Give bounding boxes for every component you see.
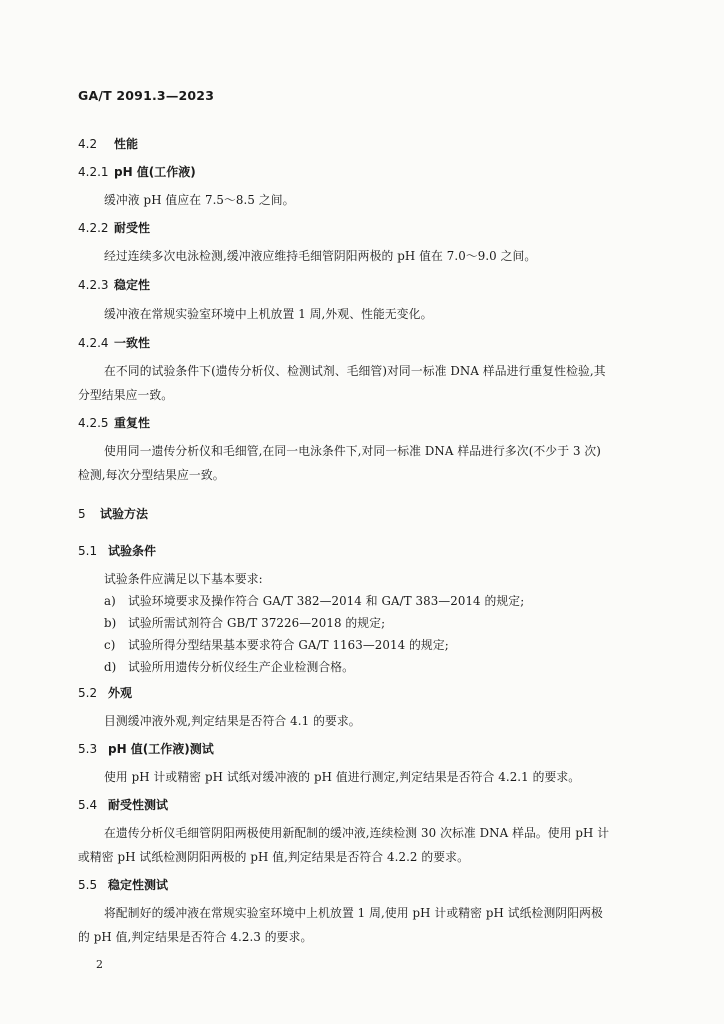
paragraph-5-3: 使用 pH 计或精密 pH 试纸对缓冲液的 pH 值进行测定,判定结果是否符合 4.2.1 的要求。 — [104, 770, 581, 784]
list-item-text: 试验所用遗传分析仪经生产企业检测合格。 — [128, 660, 355, 674]
heading-4-2-2 — [78, 219, 724, 236]
heading-number: 4.2.5 — [78, 416, 109, 430]
heading-title: 试验条件 — [108, 544, 157, 558]
heading-5-4 — [78, 796, 724, 813]
heading-number: 4.2.3 — [78, 278, 109, 292]
paragraph-5-1-intro: 试验条件应满足以下基本要求: — [104, 572, 263, 586]
heading-5-5 — [78, 876, 724, 893]
paragraph-4-2-1: 缓冲液 pH 值应在 7.5～8.5 之间。 — [104, 193, 295, 207]
heading-title: 外观 — [108, 686, 133, 700]
heading-4-2 — [78, 135, 724, 152]
heading-number: 5.5 — [78, 878, 98, 892]
heading-4-2-3 — [78, 276, 724, 293]
list-item — [104, 592, 724, 609]
paragraph-4-2-5-line2: 检测,每次分型结果应一致。 — [78, 468, 225, 482]
list-item-text: 试验所需试剂符合 GB/T 37226—2018 的规定; — [128, 616, 386, 630]
paragraph-4-2-2: 经过连续多次电泳检测,缓冲液应维持毛细管阴阳两极的 pH 值在 7.0～9.0 之间。 — [104, 249, 537, 263]
paragraph-5-4-line2: 或精密 pH 试纸检测阴阳两极的 pH 值,判定结果是否符合 4.2.2 的要求。 — [78, 850, 469, 864]
heading-4-2-1 — [78, 163, 724, 180]
page-number: 2 — [96, 958, 103, 971]
heading-title: 耐受性 — [114, 221, 151, 235]
heading-number: 5.2 — [78, 686, 98, 700]
heading-5-1 — [78, 542, 724, 559]
heading-5-3 — [78, 740, 724, 757]
heading-title: 试验方法 — [100, 507, 149, 521]
list-item — [104, 614, 724, 631]
paragraph-4-2-5-line1: 使用同一遗传分析仪和毛细管,在同一电泳条件下,对同一标准 DNA 样品进行多次(不少于 3 次) — [104, 444, 601, 458]
heading-title: pH 值(工作液)测试 — [108, 742, 214, 756]
heading-title: 性能 — [114, 137, 139, 151]
heading-number: 4.2.4 — [78, 336, 109, 350]
list-item-label: a) — [104, 594, 116, 608]
paragraph-5-2: 目测缓冲液外观,判定结果是否符合 4.1 的要求。 — [104, 714, 361, 728]
list-item — [104, 636, 724, 653]
paragraph-4-2-3: 缓冲液在常规实验室环境中上机放置 1 周,外观、性能无变化。 — [104, 307, 433, 321]
heading-5-2 — [78, 684, 724, 701]
heading-5 — [78, 505, 724, 522]
heading-title: 稳定性 — [114, 278, 151, 292]
heading-number: 4.2 — [78, 137, 98, 151]
paragraph-4-2-4-line1: 在不同的试验条件下(遗传分析仪、检测试剂、毛细管)对同一标准 DNA 样品进行重复性检验,其 — [104, 364, 606, 378]
heading-number: 5.1 — [78, 544, 98, 558]
paragraph-5-5-line2: 的 pH 值,判定结果是否符合 4.2.3 的要求。 — [78, 930, 313, 944]
list-item-label: d) — [104, 660, 117, 674]
list-item-text: 试验环境要求及操作符合 GA/T 382—2014 和 GA/T 383—2014 的规定; — [128, 594, 525, 608]
heading-title: 一致性 — [114, 336, 151, 350]
heading-number: 4.2.2 — [78, 221, 109, 235]
heading-title: pH 值(工作液) — [114, 165, 196, 179]
heading-number: 5.3 — [78, 742, 98, 756]
heading-number: 5 — [78, 507, 86, 521]
paragraph-4-2-4-line2: 分型结果应一致。 — [78, 388, 174, 402]
heading-4-2-4 — [78, 334, 724, 351]
list-item-label: b) — [104, 616, 117, 630]
list-item — [104, 658, 724, 675]
list-item-label: c) — [104, 638, 116, 652]
heading-number: 5.4 — [78, 798, 98, 812]
standard-code-header: GA/T 2091.3—2023 — [78, 88, 215, 103]
heading-number: 4.2.1 — [78, 165, 109, 179]
list-item-text: 试验所得分型结果基本要求符合 GA/T 1163—2014 的规定; — [128, 638, 449, 652]
heading-title: 稳定性测试 — [108, 878, 169, 892]
paragraph-5-4-line1: 在遗传分析仪毛细管阴阳两极使用新配制的缓冲液,连续检测 30 次标准 DNA 样品。使用 pH 计 — [104, 826, 610, 840]
heading-title: 耐受性测试 — [108, 798, 169, 812]
heading-4-2-5 — [78, 414, 724, 431]
paragraph-5-5-line1: 将配制好的缓冲液在常规实验室环境中上机放置 1 周,使用 pH 计或精密 pH 试纸检测阴阳两极 — [104, 906, 603, 920]
heading-title: 重复性 — [114, 416, 151, 430]
